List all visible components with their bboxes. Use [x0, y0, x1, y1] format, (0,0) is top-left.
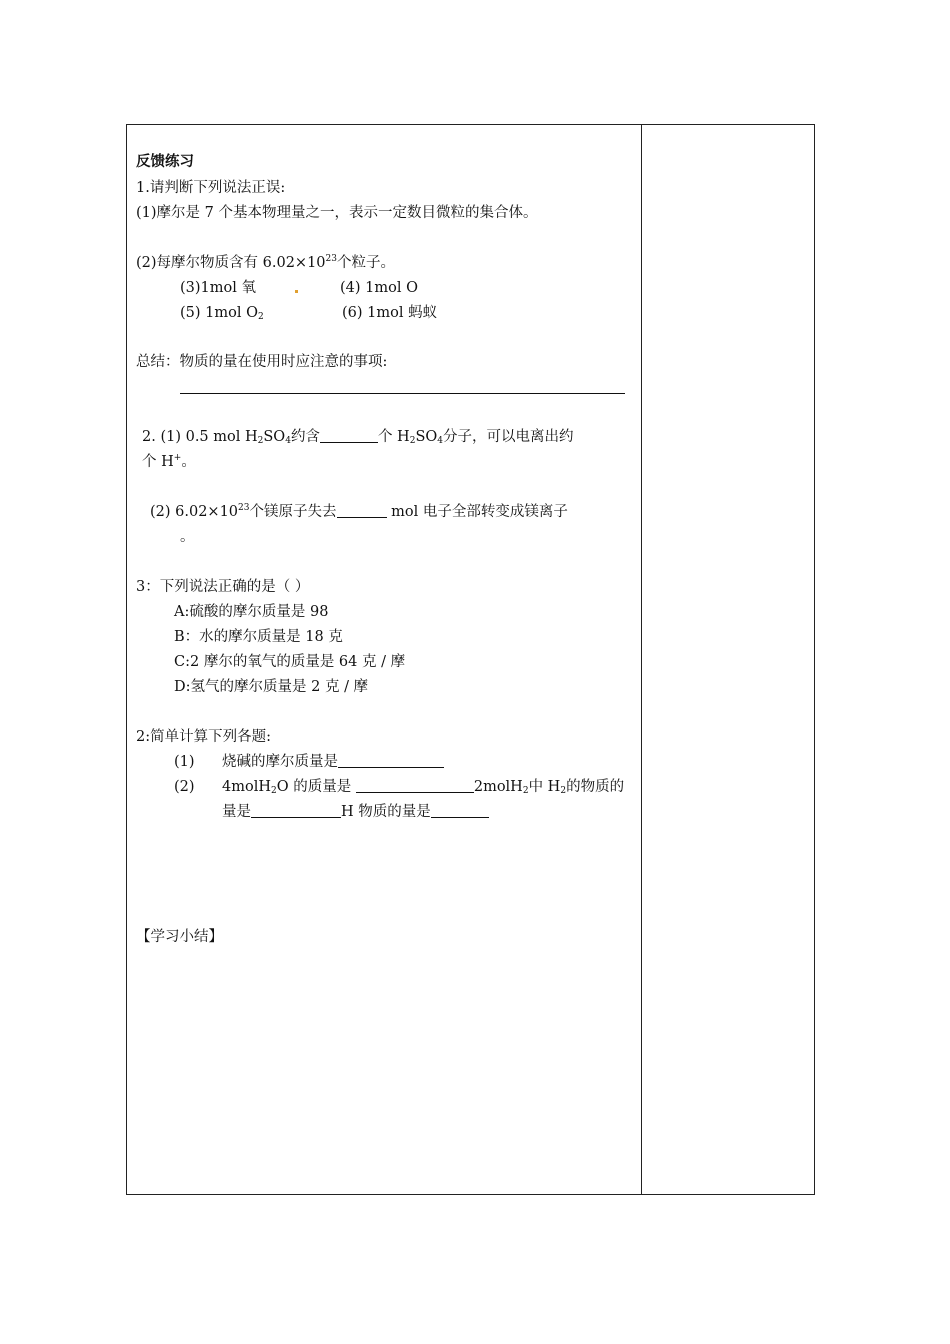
q4-item-2-cont: 量是 H 物质的量是: [222, 802, 489, 822]
q2-part-2: (2) $6.02\times 10^{23}$个镁原子失去 mol 电子全部转变成镁离子: [150, 503, 568, 520]
q4-item-2-number: (2): [174, 779, 195, 795]
section-title: 反馈练习: [136, 154, 194, 170]
study-summary-heading: 【学习小结】: [136, 929, 223, 945]
q3-option-b: B：水的摩尔质量是 18 克: [174, 629, 343, 645]
q1-item-4: (4) 1mol O: [340, 280, 418, 296]
q1-item-2: (2)每摩尔物质含有 $6.02\times 10^{23}$个粒子。: [136, 254, 395, 271]
answer-blank[interactable]: [337, 503, 387, 518]
q1-item-1: (1)摩尔是 7 个基本物理量之一，表示一定数目微粒的集合体。: [136, 205, 538, 221]
q1-item-3: (3)1mol 氧: [180, 280, 256, 296]
answer-blank[interactable]: [320, 428, 378, 443]
q1-item-6: (6) 1mol 蚂蚁: [342, 305, 438, 321]
q3-option-a: A:硫酸的摩尔质量是 98: [174, 604, 329, 620]
q1-prompt: 1.请判断下列说法正误:: [136, 180, 286, 196]
answer-blank[interactable]: [431, 803, 489, 818]
q3-option-c: C:2 摩尔的氧气的质量是 64 克 / 摩: [174, 654, 406, 670]
q2-part-1-cont: 个 H+。: [142, 453, 196, 470]
answer-blank[interactable]: [251, 803, 341, 818]
q4-prompt: 2:简单计算下列各题:: [136, 729, 271, 745]
q3-prompt: 3：下列说法正确的是（ ）: [136, 579, 310, 595]
answer-blank[interactable]: [338, 753, 444, 768]
q2-part-1: 2. (1) 0.5 mol $H_2SO_4$约含 个 $H_2SO_4$分子，可以电离出约: [142, 429, 574, 446]
stray-mark: [295, 290, 298, 293]
summary-prompt: 总结：物质的量在使用时应注意的事项:: [136, 354, 388, 370]
q4-item-2: 4molH$_2$O 的质量是 2molH$_2$中 $H_2$的物质的: [222, 779, 625, 796]
answer-blank[interactable]: [356, 778, 474, 793]
q4-item-1: 烧碱的摩尔质量是: [222, 752, 444, 772]
summary-answer-line: [180, 393, 625, 394]
q2-part-2-cont: 。: [180, 529, 195, 545]
column-divider: [641, 124, 642, 1195]
q1-item-5: (5) 1mol $O_2$: [180, 305, 264, 322]
q3-option-d: D:氢气的摩尔质量是 2 克 / 摩: [174, 679, 369, 695]
q4-item-1-number: (1): [174, 754, 195, 770]
